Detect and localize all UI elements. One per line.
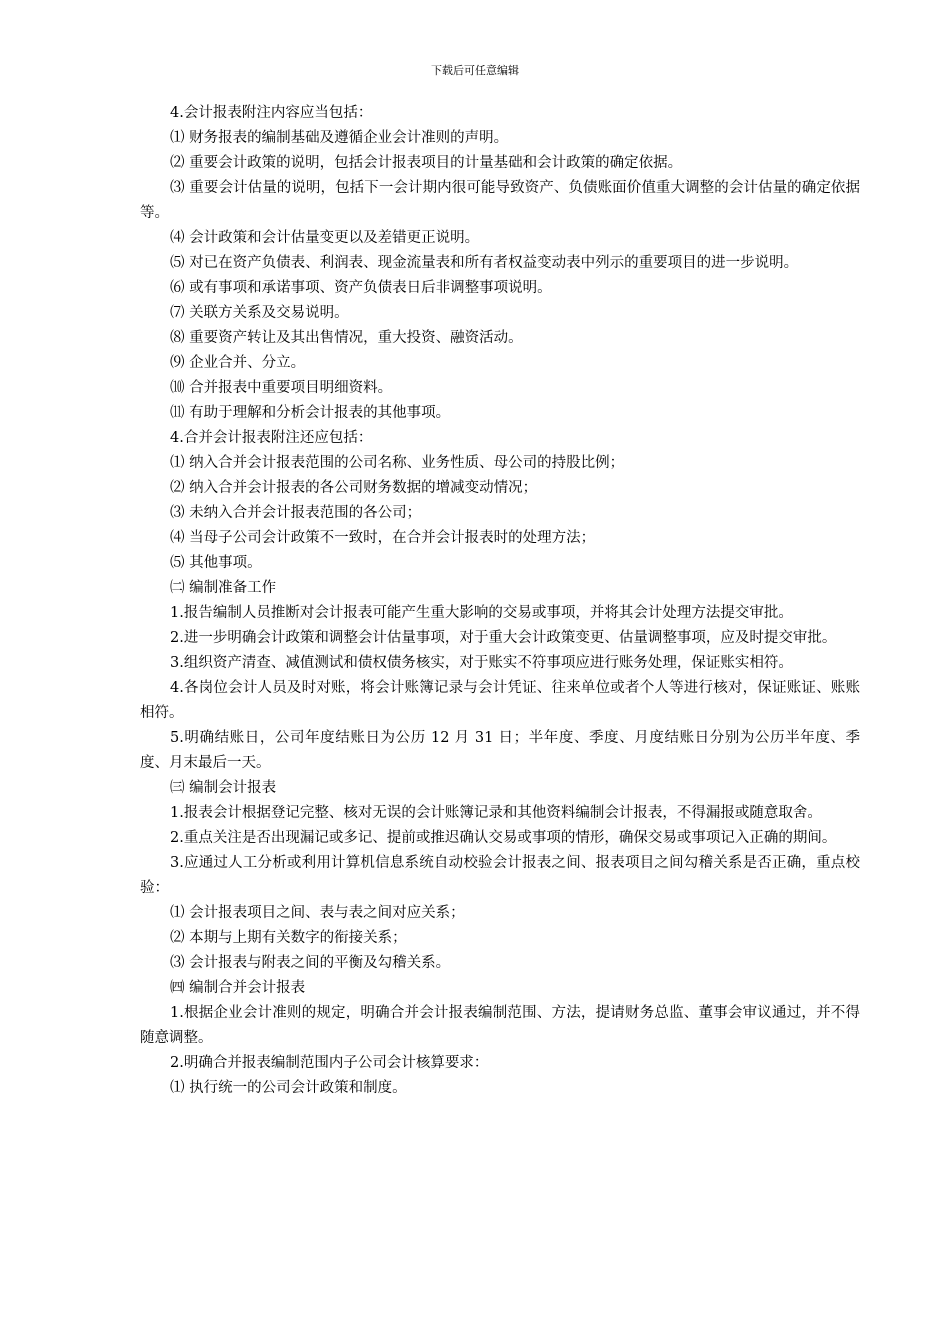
paragraph: 5.明确结账日，公司年度结账日为公历 12 月 31 日；半年度、季度、月度结账日分别为公历半年度、季度、月末最后一天。	[140, 730, 860, 771]
paragraph: ⑷ 当母子公司会计政策不一致时，在合并会计报表时的处理方法；	[170, 530, 596, 546]
page-header: 下载后可任意编辑	[431, 64, 519, 77]
paragraph: ⑴ 财务报表的编制基础及遵循企业会计准则的声明。	[170, 130, 509, 146]
paragraph: ⑸ 其他事项。	[170, 555, 262, 571]
paragraph: ⑴ 执行统一的公司会计政策和制度。	[170, 1080, 407, 1096]
paragraph: ⑴ 会计报表项目之间、表与表之间对应关系；	[170, 905, 465, 921]
paragraph: ⑶ 会计报表与附表之间的平衡及勾稽关系。	[170, 955, 451, 971]
paragraph: ⑶ 重要会计估量的说明，包括下一会计期内很可能导致资产、负债账面价值重大调整的会计估量的确定依据等。	[140, 180, 860, 221]
paragraph: 4.合并会计报表附注还应包括：	[170, 430, 373, 446]
document-body	[140, 101, 860, 1101]
paragraph: ⑻ 重要资产转让及其出售情况，重大投资、融资活动。	[170, 330, 523, 346]
paragraph: ⑵ 纳入合并会计报表的各公司财务数据的增减变动情况；	[170, 480, 538, 496]
paragraph: ⑴ 纳入合并会计报表范围的公司名称、业务性质、母公司的持股比例；	[170, 455, 625, 471]
section-heading: ㈡ 编制准备工作	[170, 580, 277, 596]
paragraph: ⑽ 合并报表中重要项目明细资料。	[170, 380, 393, 396]
paragraph: 1.报告编制人员推断对会计报表可能产生重大影响的交易或事项，并将其会计处理方法提交审批。	[170, 605, 793, 621]
paragraph: ⑺ 关联方关系及交易说明。	[170, 305, 349, 321]
paragraph: 3.组织资产清查、减值测试和债权债务核实，对于账实不符事项应进行账务处理，保证账实相符。	[170, 655, 793, 671]
paragraph: 1.根据企业会计准则的规定，明确合并会计报表编制范围、方法，提请财务总监、董事会审议通过，并不得随意调整。	[140, 1005, 860, 1046]
paragraph: ⑸ 对已在资产负债表、利润表、现金流量表和所有者权益变动表中列示的重要项目的进一步说明。	[170, 255, 799, 271]
paragraph: ⑵ 重要会计政策的说明，包括会计报表项目的计量基础和会计政策的确定依据。	[170, 155, 683, 171]
section-heading: ㈢ 编制会计报表	[170, 780, 277, 796]
section-heading: ㈣ 编制合并会计报表	[170, 980, 306, 996]
paragraph: 3.应通过人工分析或利用计算机信息系统自动校验会计报表之间、报表项目之间勾稽关系是否正确，重点校验：	[140, 855, 860, 896]
paragraph: 1.报表会计根据登记完整、核对无误的会计账簿记录和其他资料编制会计报表，不得漏报或随意取舍。	[170, 805, 822, 821]
paragraph: 2.明确合并报表编制范围内子公司会计核算要求：	[170, 1055, 489, 1071]
paragraph: ⑾ 有助于理解和分析会计报表的其他事项。	[170, 405, 451, 421]
paragraph: ⑹ 或有事项和承诺事项、资产负债表日后非调整事项说明。	[170, 280, 552, 296]
paragraph: 2.重点关注是否出现漏记或多记、提前或推迟确认交易或事项的情形，确保交易或事项记入正确的期间。	[170, 830, 837, 846]
paragraph: 4.会计报表附注内容应当包括：	[170, 105, 373, 121]
paragraph: ⑵ 本期与上期有关数字的衔接关系；	[170, 930, 407, 946]
paragraph: ⑶ 未纳入合并会计报表范围的各公司；	[170, 505, 422, 521]
paragraph: 2.进一步明确会计政策和调整会计估量事项，对于重大会计政策变更、估量调整事项，应及时提交审批。	[170, 630, 837, 646]
paragraph: 4.各岗位会计人员及时对账，将会计账簿记录与会计凭证、往来单位或者个人等进行核对，保证账证、账账相符。	[140, 680, 860, 721]
paragraph: ⑷ 会计政策和会计估量变更以及差错更正说明。	[170, 230, 480, 246]
paragraph: ⑼ 企业合并、分立。	[170, 355, 306, 371]
